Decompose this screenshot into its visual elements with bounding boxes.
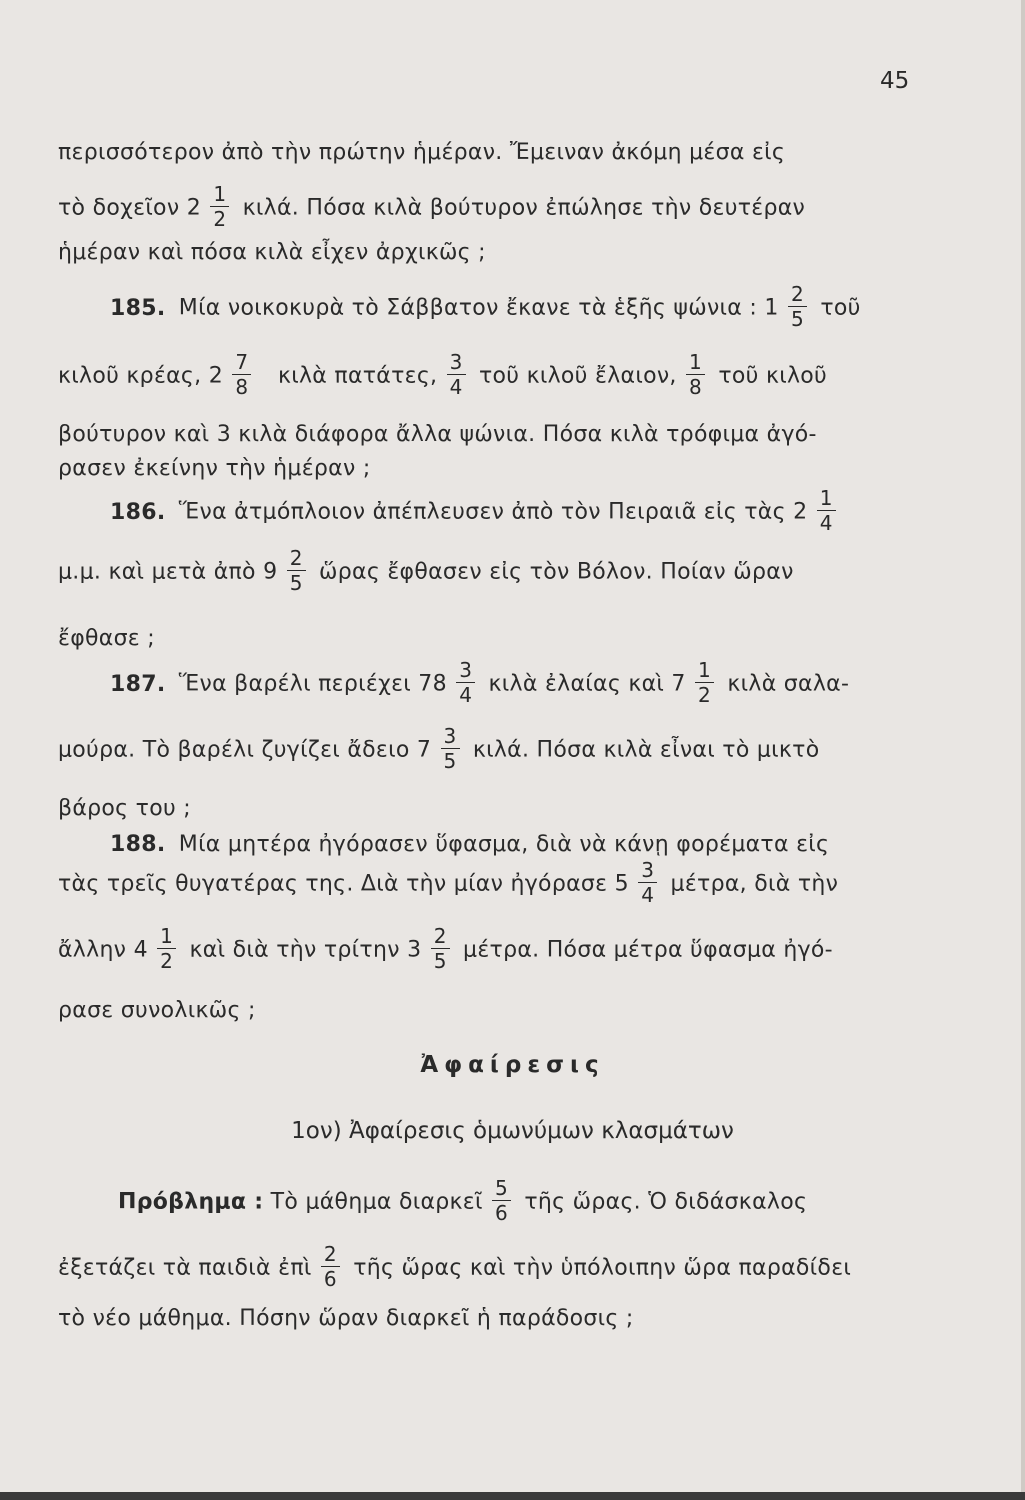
line-text: μ.μ. καὶ μετὰ ἀπὸ 9: [58, 559, 278, 585]
fraction: $\frac{2}{5}$: [287, 548, 306, 593]
problem-line: [58, 1242, 928, 1291]
fraction: $\frac{2}{6}$: [321, 1244, 340, 1289]
line-text: περισσότερον ἀπὸ τὴν πρώτην ἡμέραν. Ἔμειναν ἀκόμη μέσα εἰς: [58, 140, 786, 165]
text-line: [58, 456, 928, 481]
text-line: [58, 998, 928, 1023]
fraction: $\frac{1}{8}$: [686, 352, 705, 397]
line-text: τὸ νέο μάθημα. Πόσην ὥραν διαρκεῖ ἡ παράδοσις ;: [58, 1306, 634, 1331]
line-text: καὶ διὰ τὴν τρίτην 3: [189, 937, 422, 963]
fraction: $\frac{7}{8}$: [232, 352, 251, 397]
line-text: κιλά. Πόσα κιλὰ βούτυρον ἐπώλησε τὴν δευτέραν: [242, 195, 806, 221]
text-line: [58, 724, 928, 773]
exercise-188: [58, 832, 928, 857]
line-text: τοῦ κιλοῦ ἔλαιον,: [478, 363, 677, 389]
line-text: ἔφθασε ;: [58, 626, 156, 651]
line-text: Μία νοικοκυρὰ τὸ Σάββατον ἔκανε τὰ ἑξῆς ψώνια : 1: [178, 295, 779, 321]
line-text: τῆς ὥρας καὶ τὴν ὑπόλοιπην ὥρα παραδίδει: [353, 1255, 852, 1281]
fraction: $\frac{3}{5}$: [441, 726, 460, 771]
subsection-title: 1ον) Ἀφαίρεσις ὁμωνύμων κλασμάτων: [291, 1118, 734, 1144]
text-line: [58, 140, 928, 165]
exercise-number: 186.: [110, 499, 166, 525]
exercise-185: [58, 282, 928, 331]
problem-label: Πρόβλημα :: [118, 1189, 264, 1215]
problem-line: [58, 1176, 928, 1225]
line-text: κιλά. Πόσα κιλὰ εἶναι τὸ μικτὸ: [472, 737, 820, 763]
text-line: [58, 924, 928, 973]
page-edge: [1021, 0, 1025, 1500]
line-text: κιλὰ σαλα-: [727, 671, 850, 697]
line-text: Ἕνα ἀτμόπλοιον ἀπέπλευσεν ἀπὸ τὸν Πειραιᾶ εἰς τὰς 2: [178, 499, 808, 525]
exercise-number: 187.: [110, 671, 166, 697]
exercise-187: [58, 658, 928, 707]
exercise-186: [58, 486, 928, 535]
line-text: βάρος του ;: [58, 796, 192, 821]
fraction: $\frac{3}{4}$: [456, 660, 475, 705]
line-text: ὥρας ἔφθασεν εἰς τὸν Βόλον. Ποίαν ὥραν: [319, 559, 794, 585]
text-line: [58, 182, 928, 231]
line-text: ρασε συνολικῶς ;: [58, 998, 256, 1023]
fraction: $\frac{1}{2}$: [695, 660, 714, 705]
line-text: κιλὰ ἐλαίας καὶ 7: [488, 671, 686, 697]
line-text: ρασεν ἐκείνην τὴν ἡμέραν ;: [58, 456, 371, 481]
line-text: τὰς τρεῖς θυγατέρας της. Διὰ τὴν μίαν ἠγόρασε 5: [58, 871, 629, 897]
line-text: μούρα. Τὸ βαρέλι ζυγίζει ἄδειο 7: [58, 737, 432, 763]
fraction: $\frac{1}{2}$: [210, 184, 229, 229]
line-text: Τὸ μάθημα διαρκεῖ: [270, 1189, 483, 1215]
line-text: βούτυρον καὶ 3 κιλὰ διάφορα ἄλλα ψώνια. Πόσα κιλὰ τρόφιμα ἀγό-: [58, 422, 817, 447]
line-text: τοῦ κιλοῦ: [718, 363, 828, 389]
text-line: [58, 422, 928, 447]
text-line: [58, 796, 928, 821]
line-text: τῆς ὥρας. Ὁ διδάσκαλος: [524, 1189, 808, 1215]
page-number: 45: [880, 68, 910, 94]
line-text: Μία μητέρα ἠγόρασεν ὕφασμα, διὰ νὰ κάνῃ φορέματα εἰς: [178, 832, 830, 857]
problem-line: [58, 1306, 928, 1331]
line-text: κιλὰ πατάτες,: [277, 363, 438, 389]
fraction: $\frac{1}{2}$: [157, 926, 176, 971]
line-text: τοῦ: [820, 295, 861, 321]
line-text: Ἕνα βαρέλι περιέχει 78: [178, 671, 447, 697]
line-text: κιλοῦ κρέας, 2: [58, 363, 224, 389]
page-edge: [0, 1492, 1025, 1500]
fraction: $\frac{2}{5}$: [788, 284, 807, 329]
exercise-number: 188.: [110, 832, 166, 857]
line-text: ἐξετάζει τὰ παιδιὰ ἐπὶ: [58, 1255, 312, 1281]
line-text: ἡμέραν καὶ πόσα κιλὰ εἶχεν ἀρχικῶς ;: [58, 240, 486, 265]
text-line: [58, 858, 928, 907]
fraction: $\frac{3}{4}$: [447, 352, 466, 397]
section-title: Ἀφαίρεσις: [420, 1052, 605, 1078]
line-text: ἄλλην 4: [58, 937, 148, 963]
line-text: μέτρα. Πόσα μέτρα ὕφασμα ἠγό-: [463, 937, 833, 963]
text-line: [58, 546, 928, 595]
text-line: [58, 350, 928, 399]
exercise-number: 185.: [110, 295, 166, 321]
line-text: τὸ δοχεῖον 2: [58, 195, 202, 221]
line-text: μέτρα, διὰ τὴν: [670, 871, 839, 897]
text-line: [58, 626, 928, 651]
fraction: $\frac{2}{5}$: [431, 926, 450, 971]
fraction: $\frac{5}{6}$: [492, 1178, 511, 1223]
fraction: $\frac{3}{4}$: [638, 860, 657, 905]
fraction: $\frac{1}{4}$: [817, 488, 836, 533]
text-line: [58, 240, 928, 265]
